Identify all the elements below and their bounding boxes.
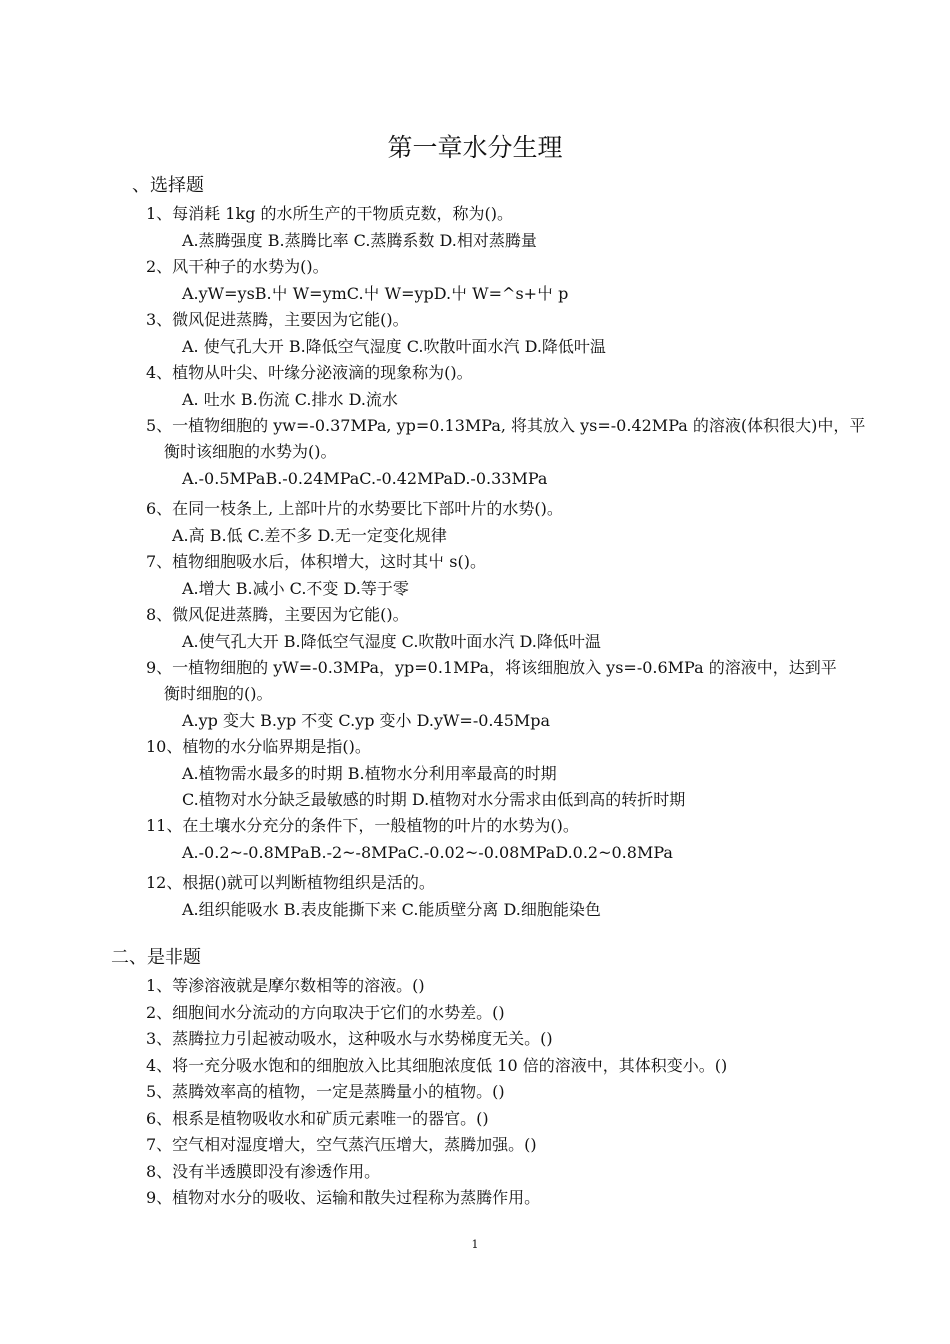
options-6: A.高 B.低 C.差不多 D.无一定变化规律 [172,526,447,545]
page-number: 1 [471,1238,479,1251]
tf-item-3: 3、蒸腾拉力引起被动吸水，这种吸水与水势梯度无关。() [146,1029,553,1048]
page-title: 第一章水分生理 [387,133,563,162]
question-9-continuation: 衡时细胞的()。 [164,684,273,703]
tf-item-9: 9、植物对水分的吸收、运输和散失过程称为蒸腾作用。 [146,1188,541,1207]
options-7: A.增大 B.减小 C.不变 D.等于零 [182,579,409,598]
options-12: A.组织能吸水 B.表皮能撕下来 C.能质壁分离 D.细胞能染色 [182,900,601,919]
question-3: 3、微风促进蒸腾，主要因为它能()。 [146,310,409,329]
question-4: 4、植物从叶尖、叶缘分泌液滴的现象称为()。 [146,363,473,382]
question-10: 10、植物的水分临界期是指()。 [146,737,371,756]
question-11: 11、在土壤水分充分的条件下，一般植物的叶片的水势为()。 [146,816,579,835]
options-5: A.-0.5MPaB.-0.24MPaC.-0.42MPaD.-0.33MPa [182,469,548,488]
question-8: 8、微风促进蒸腾，主要因为它能()。 [146,605,409,624]
options-11: A.-0.2~-0.8MPaB.-2~-8MPaC.-0.02~-0.08MPaD.0.2~0.8MPa [182,843,673,862]
question-2: 2、风干种子的水势为()。 [146,257,329,276]
options-10-line1: A.植物需水最多的时期 B.植物水分利用率最高的时期 [182,764,557,783]
options-4: A. 吐水 B.伤流 C.排水 D.流水 [182,390,398,409]
tf-item-6: 6、根系是植物吸收水和矿质元素唯一的器官。() [146,1109,489,1128]
tf-item-4: 4、将一充分吸水饱和的细胞放入比其细胞浓度低 10 倍的溶液中，其体积变小。() [146,1056,728,1075]
question-12: 12、根据()就可以判断植物组织是活的。 [146,873,435,892]
tf-item-8: 8、没有半透膜即没有渗透作用。 [146,1162,381,1181]
options-1: A.蒸腾强度 B.蒸腾比率 C.蒸腾系数 D.相对蒸腾量 [182,231,537,250]
tf-item-5: 5、蒸腾效率高的植物，一定是蒸腾量小的植物。() [146,1082,505,1101]
options-3: A. 使气孔大开 B.降低空气湿度 C.吹散叶面水汽 D.降低叶温 [182,337,606,356]
options-8: A.使气孔大开 B.降低空气湿度 C.吹散叶面水汽 D.降低叶温 [182,632,601,651]
options-2: A.yW=ysB.屮 W=ymC.屮 W=ypD.屮 W=^s+屮 p [182,284,569,303]
question-9: 9、一植物细胞的 yW=-0.3MPa，yp=0.1MPa，将该细胞放入 ys=-0.6MPa 的溶液中，达到平 [146,658,837,677]
question-5: 5、一植物细胞的 yw=-0.37MPa, yp=0.13MPa, 将其放入 ys=-0.42MPa 的溶液(体积很大)中，平 [146,416,866,435]
options-10-line2: C.植物对水分缺乏最敏感的时期 D.植物对水分需求由低到高的转折时期 [182,790,686,809]
question-7: 7、植物细胞吸水后，体积增大，这时其屮 s()。 [146,552,486,571]
tf-item-1: 1、等渗溶液就是摩尔数相等的溶液。() [146,976,425,995]
tf-item-7: 7、空气相对湿度增大，空气蒸汽压增大，蒸腾加强。() [146,1135,537,1154]
section-heading-choice: 、选择题 [132,175,204,196]
question-5-continuation: 衡时该细胞的水势为()。 [164,442,337,461]
section-heading-true-false: 二、是非题 [111,947,201,968]
question-6: 6、在同一枝条上, 上部叶片的水势要比下部叶片的水势()。 [146,499,563,518]
tf-item-2: 2、细胞间水分流动的方向取决于它们的水势差。() [146,1003,505,1022]
options-9: A.yp 变大 B.yp 不变 C.yp 变小 D.yW=-0.45Mpa [182,711,551,730]
question-1: 1、每消耗 1kg 的水所生产的干物质克数，称为()。 [146,204,513,223]
